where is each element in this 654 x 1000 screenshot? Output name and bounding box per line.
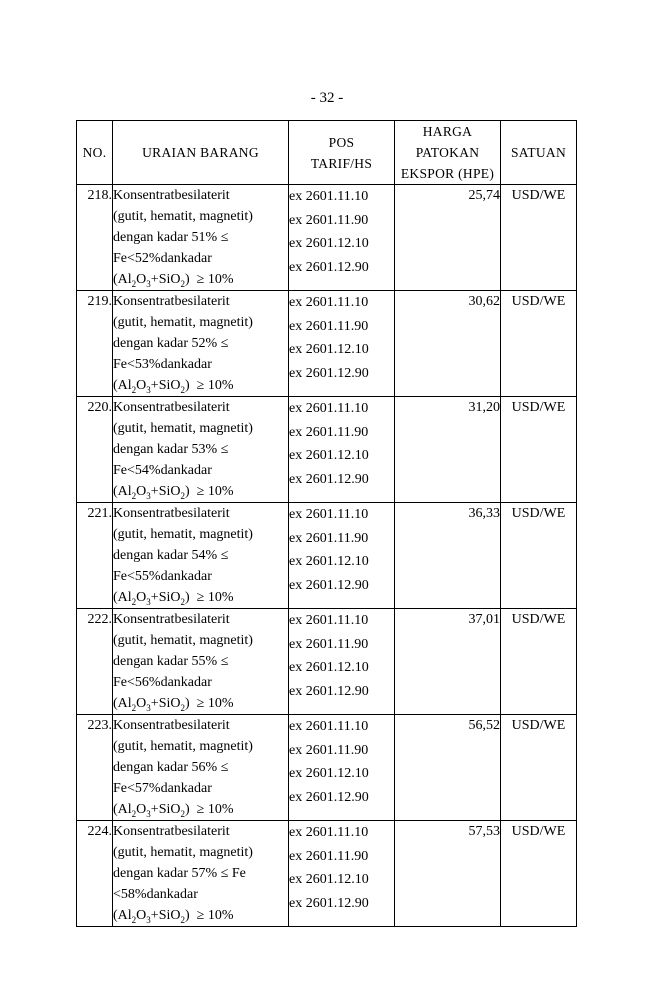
row-pos-tarif	[289, 397, 395, 503]
desc-line-4	[113, 460, 288, 481]
row-unit: USD/WE	[501, 185, 577, 291]
row-description	[113, 821, 289, 927]
header-price	[395, 121, 501, 185]
desc-word: kadar	[166, 887, 198, 902]
header-pos-tarif	[289, 121, 395, 185]
row-price: 36,33	[395, 503, 501, 609]
formula-part: O	[136, 378, 147, 393]
formula-subscript: 2	[131, 914, 137, 925]
desc-word: Fe	[113, 781, 127, 796]
pos-code: ex 2601.11.10	[289, 401, 369, 416]
row-number: 222.	[77, 609, 113, 715]
formula-part: )	[184, 590, 190, 605]
desc-line-4	[113, 672, 288, 693]
desc-threshold: 54% ≤	[191, 548, 229, 563]
formula-part: )	[184, 802, 190, 817]
row-number: 224.	[77, 821, 113, 927]
row-pos-tarif	[289, 715, 395, 821]
row-price: 37,01	[395, 609, 501, 715]
formula-part: O	[136, 272, 147, 287]
desc-word: dan	[160, 251, 181, 266]
pos-code: ex 2601.12.90	[289, 365, 369, 381]
table-row	[77, 185, 577, 291]
table-row	[77, 291, 577, 397]
table-header-row	[77, 121, 577, 185]
row-description	[113, 503, 289, 609]
header-price-line: HARGA	[422, 124, 473, 139]
pos-code: ex 2601.12.10	[289, 554, 369, 569]
pos-code: ex 2601.12.10	[289, 342, 369, 357]
desc-word: Fe	[113, 251, 127, 266]
row-pos-tarif	[289, 503, 395, 609]
formula-part: )	[184, 378, 190, 393]
pos-code: ex 2601.11.10	[289, 719, 369, 734]
formula-condition: ≥ 10%	[196, 272, 234, 287]
desc-word: Konsentrat	[113, 718, 175, 733]
formula-subscript: 2	[131, 278, 137, 289]
desc-word: laterit	[197, 718, 230, 733]
row-description	[113, 397, 289, 503]
row-pos-tarif	[289, 291, 395, 397]
row-pos-tarif	[289, 609, 395, 715]
pos-code: ex 2601.11.10	[289, 613, 369, 628]
desc-word: Konsentrat	[113, 400, 175, 415]
desc-word: kadar	[180, 781, 212, 796]
desc-phrase: dengan kadar	[113, 760, 189, 775]
desc-line-1	[113, 397, 288, 418]
row-unit: USD/WE	[501, 821, 577, 927]
pos-code: ex 2601.12.10	[289, 766, 369, 781]
desc-phrase: dengan kadar	[113, 548, 189, 563]
desc-word: dan	[160, 675, 181, 690]
desc-word: 56%	[134, 675, 161, 690]
row-pos-tarif	[289, 821, 395, 927]
header-no: NO.	[77, 121, 113, 185]
row-description	[113, 715, 289, 821]
desc-word: Fe	[113, 569, 127, 584]
formula-part: +SiO	[150, 590, 181, 605]
desc-word: Fe	[113, 357, 127, 372]
desc-line-2: (gutit, hematit, magnetit)	[113, 421, 253, 436]
formula-subscript: 2	[180, 808, 185, 819]
pos-code: ex 2601.11.10	[289, 825, 369, 840]
row-number: 218.	[77, 185, 113, 291]
formula-subscript: 2	[180, 490, 185, 501]
row-description	[113, 609, 289, 715]
formula-part: (Al	[113, 484, 132, 499]
desc-word: 57%	[134, 781, 161, 796]
formula-subscript: 3	[146, 914, 151, 925]
desc-line-3	[113, 545, 288, 566]
formula-condition: ≥ 10%	[196, 802, 234, 817]
table-row	[77, 609, 577, 715]
formula-subscript: 3	[146, 278, 151, 289]
desc-word: laterit	[197, 612, 230, 627]
desc-word: 58%	[120, 887, 147, 902]
desc-line-2: (gutit, hematit, magnetit)	[113, 739, 253, 754]
desc-word: <	[127, 569, 135, 584]
pos-code: ex 2601.12.10	[289, 660, 369, 675]
formula-subscript: 2	[131, 702, 137, 713]
formula-condition: ≥ 10%	[196, 590, 234, 605]
pos-code: ex 2601.11.90	[289, 212, 369, 228]
formula-subscript: 3	[146, 384, 151, 395]
desc-word: <	[127, 463, 135, 478]
pos-code: ex 2601.12.90	[289, 471, 369, 487]
formula-part: +SiO	[150, 272, 181, 287]
desc-word: kadar	[180, 357, 212, 372]
desc-word: laterit	[197, 400, 230, 415]
desc-word: 54%	[134, 463, 161, 478]
desc-word: dan	[160, 781, 181, 796]
formula-condition: ≥ 10%	[196, 696, 234, 711]
desc-line-4	[113, 884, 288, 905]
desc-word: <	[113, 887, 121, 902]
formula-part: (Al	[113, 272, 132, 287]
formula-subscript: 2	[180, 278, 185, 289]
desc-word: laterit	[197, 188, 230, 203]
header-price-line: PATOKAN	[415, 145, 480, 160]
formula-part: O	[136, 908, 147, 923]
desc-line-4	[113, 778, 288, 799]
header-pos-line: POS	[328, 134, 355, 150]
formula-subscript: 2	[131, 490, 137, 501]
row-pos-tarif	[289, 185, 395, 291]
desc-word: <	[127, 675, 135, 690]
desc-line-2: (gutit, hematit, magnetit)	[113, 845, 253, 860]
desc-line-2: (gutit, hematit, magnetit)	[113, 633, 253, 648]
header-pos-line: TARIF/HS	[310, 155, 373, 171]
pos-code: ex 2601.11.10	[289, 507, 369, 522]
desc-word: Konsentrat	[113, 188, 175, 203]
desc-line-3	[113, 227, 288, 248]
formula-condition: ≥ 10%	[196, 908, 234, 923]
row-price: 25,74	[395, 185, 501, 291]
desc-line-2: (gutit, hematit, magnetit)	[113, 527, 253, 542]
desc-word: besi	[174, 612, 197, 627]
desc-line-4	[113, 566, 288, 587]
desc-line-3	[113, 651, 288, 672]
row-price: 56,52	[395, 715, 501, 821]
desc-phrase: dengan kadar	[113, 654, 189, 669]
pos-code: ex 2601.11.90	[289, 424, 369, 440]
desc-word: laterit	[197, 824, 230, 839]
pos-code: ex 2601.11.90	[289, 318, 369, 334]
desc-line-3	[113, 757, 288, 778]
desc-word: besi	[174, 824, 197, 839]
formula-subscript: 3	[146, 702, 151, 713]
desc-word: Konsentrat	[113, 612, 175, 627]
formula-part: +SiO	[150, 802, 181, 817]
row-unit: USD/WE	[501, 503, 577, 609]
desc-line-1	[113, 291, 288, 312]
desc-word: laterit	[197, 294, 230, 309]
desc-threshold: 57% ≤ Fe	[191, 866, 246, 881]
desc-word: kadar	[180, 251, 212, 266]
formula-part: +SiO	[150, 378, 181, 393]
desc-word: dan	[160, 569, 181, 584]
desc-phrase: dengan kadar	[113, 866, 189, 881]
formula-subscript: 2	[131, 384, 137, 395]
row-price: 57,53	[395, 821, 501, 927]
desc-word: besi	[174, 400, 197, 415]
desc-formula	[113, 693, 288, 714]
row-unit: USD/WE	[501, 397, 577, 503]
formula-subscript: 2	[131, 808, 137, 819]
pos-code: ex 2601.12.10	[289, 872, 369, 887]
formula-part: )	[184, 484, 190, 499]
formula-subscript: 2	[180, 914, 185, 925]
formula-part: (Al	[113, 802, 132, 817]
desc-word: <	[127, 357, 135, 372]
formula-subscript: 3	[146, 808, 151, 819]
formula-part: +SiO	[150, 696, 181, 711]
pos-code: ex 2601.11.10	[289, 295, 369, 310]
pos-code: ex 2601.12.90	[289, 895, 369, 911]
desc-phrase: dengan kadar	[113, 336, 189, 351]
header-description: URAIAN BARANG	[113, 121, 289, 185]
desc-word: dan	[160, 357, 181, 372]
table-row	[77, 715, 577, 821]
formula-part: (Al	[113, 908, 132, 923]
row-unit: USD/WE	[501, 609, 577, 715]
formula-condition: ≥ 10%	[196, 484, 234, 499]
formula-part: O	[136, 802, 147, 817]
desc-word: Konsentrat	[113, 506, 175, 521]
desc-line-3	[113, 863, 288, 884]
desc-word: <	[127, 781, 135, 796]
desc-line-3	[113, 439, 288, 460]
formula-subscript: 3	[146, 596, 151, 607]
desc-word: 52%	[134, 251, 161, 266]
row-unit: USD/WE	[501, 715, 577, 821]
desc-word: 53%	[134, 357, 161, 372]
row-description	[113, 185, 289, 291]
row-price: 30,62	[395, 291, 501, 397]
desc-threshold: 53% ≤	[191, 442, 229, 457]
desc-word: dan	[146, 887, 167, 902]
pos-code: ex 2601.11.90	[289, 848, 369, 864]
header-unit: SATUAN	[501, 121, 577, 185]
desc-line-1	[113, 609, 288, 630]
desc-line-1	[113, 821, 288, 842]
pos-code: ex 2601.11.90	[289, 636, 369, 652]
desc-word: kadar	[180, 675, 212, 690]
desc-line-1	[113, 503, 288, 524]
desc-word: besi	[174, 506, 197, 521]
header-price-line: EKSPOR (HPE)	[400, 166, 495, 181]
desc-formula	[113, 587, 288, 608]
desc-formula	[113, 481, 288, 502]
formula-subscript: 2	[180, 596, 185, 607]
pos-code: ex 2601.12.90	[289, 683, 369, 699]
row-number: 221.	[77, 503, 113, 609]
pos-code: ex 2601.12.10	[289, 236, 369, 251]
formula-part: O	[136, 484, 147, 499]
row-number: 219.	[77, 291, 113, 397]
row-number: 220.	[77, 397, 113, 503]
desc-formula	[113, 375, 288, 396]
desc-word: kadar	[180, 569, 212, 584]
desc-threshold: 52% ≤	[191, 336, 229, 351]
pos-code: ex 2601.12.10	[289, 448, 369, 463]
hpe-table	[76, 120, 577, 927]
formula-subscript: 2	[180, 702, 185, 713]
desc-threshold: 55% ≤	[191, 654, 229, 669]
desc-phrase: dengan kadar	[113, 230, 189, 245]
desc-threshold: 56% ≤	[191, 760, 229, 775]
table-row	[77, 503, 577, 609]
formula-part: +SiO	[150, 484, 181, 499]
desc-word: laterit	[197, 506, 230, 521]
desc-line-4	[113, 354, 288, 375]
formula-part: )	[184, 272, 190, 287]
formula-part: (Al	[113, 696, 132, 711]
desc-word: Konsentrat	[113, 824, 175, 839]
row-price: 31,20	[395, 397, 501, 503]
page-number: - 32 -	[310, 90, 344, 106]
pos-code: ex 2601.11.90	[289, 530, 369, 546]
formula-subscript: 3	[146, 490, 151, 501]
formula-condition: ≥ 10%	[196, 378, 234, 393]
formula-subscript: 2	[131, 596, 137, 607]
desc-word: Konsentrat	[113, 294, 175, 309]
formula-part: O	[136, 696, 147, 711]
desc-line-3	[113, 333, 288, 354]
desc-word: dan	[160, 463, 181, 478]
pos-code: ex 2601.12.90	[289, 577, 369, 593]
row-number: 223.	[77, 715, 113, 821]
formula-part: O	[136, 590, 147, 605]
formula-part: +SiO	[150, 908, 181, 923]
desc-line-1	[113, 715, 288, 736]
desc-line-1	[113, 185, 288, 206]
desc-word: besi	[174, 718, 197, 733]
pos-code: ex 2601.11.10	[289, 189, 369, 204]
desc-formula	[113, 905, 288, 926]
desc-word: Fe	[113, 675, 127, 690]
formula-subscript: 2	[180, 384, 185, 395]
desc-line-2: (gutit, hematit, magnetit)	[113, 209, 253, 224]
formula-part: (Al	[113, 590, 132, 605]
desc-threshold: 51% ≤	[191, 230, 229, 245]
desc-line-4	[113, 248, 288, 269]
pos-code: ex 2601.12.90	[289, 259, 369, 275]
row-unit: USD/WE	[501, 291, 577, 397]
desc-formula	[113, 269, 288, 290]
desc-word: <	[127, 251, 135, 266]
table-row	[77, 397, 577, 503]
row-description	[113, 291, 289, 397]
formula-part: )	[184, 696, 190, 711]
desc-formula	[113, 799, 288, 820]
desc-word: 55%	[134, 569, 161, 584]
desc-word: besi	[174, 294, 197, 309]
desc-word: Fe	[113, 463, 127, 478]
desc-phrase: dengan kadar	[113, 442, 189, 457]
formula-part: (Al	[113, 378, 132, 393]
pos-code: ex 2601.12.90	[289, 789, 369, 805]
desc-word: besi	[174, 188, 197, 203]
table-row	[77, 821, 577, 927]
formula-part: )	[184, 908, 190, 923]
desc-line-2: (gutit, hematit, magnetit)	[113, 315, 253, 330]
pos-code: ex 2601.11.90	[289, 742, 369, 758]
desc-word: kadar	[180, 463, 212, 478]
